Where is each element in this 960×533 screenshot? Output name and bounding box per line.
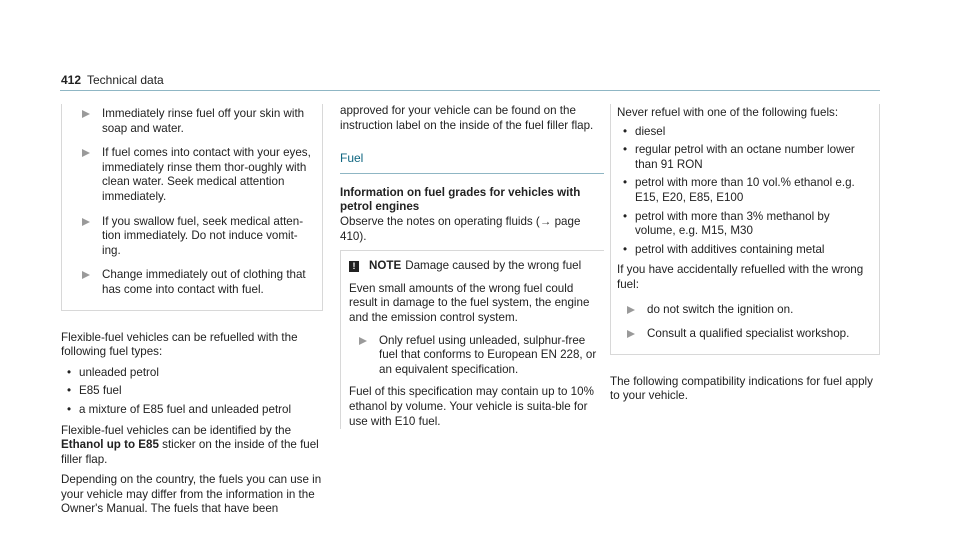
column-right xyxy=(610,104,880,410)
step-arrow-icon xyxy=(82,218,90,226)
spec-text: Fuel of this specification may contain up to 10% ethanol by volume. Your vehicle is suita-ble for use with E10 fuel. xyxy=(349,385,594,428)
column-middle xyxy=(340,104,604,435)
list-item: • petrol with more than 3% methanol by volume, e.g. M15, M30 xyxy=(617,210,869,239)
section-divider xyxy=(340,173,604,174)
page-section-title: Technical data xyxy=(87,73,164,87)
step-arrow-icon xyxy=(82,271,90,279)
instruction-step: If you swallow fuel, seek medical atten-tion immediately. Do not induce vomit-ing. xyxy=(72,215,312,259)
country-paragraph: Depending on the country, the fuels you can use in your vehicle may differ from the information in the Owner's Manual. The fuels that have been xyxy=(61,473,322,516)
note-header xyxy=(349,259,604,282)
header-divider xyxy=(60,90,880,91)
list-item: • regular petrol with an octane number lower than 91 RON xyxy=(617,143,869,172)
approved-paragraph: approved for your vehicle can be found on the instruction label on the inside of the fuel filler flap. xyxy=(340,104,594,132)
list-item: • unleaded petrol xyxy=(61,366,323,381)
step-arrow-icon xyxy=(359,337,367,345)
note-label: NOTE xyxy=(369,259,402,273)
instruction-step: Only refuel using unleaded, sulphur-free fuel that conforms to European EN 228, or an equivalent specification. xyxy=(349,334,604,378)
warning-exclamation-icon: ! xyxy=(349,261,359,272)
instruction-step: If fuel comes into contact with your eyes, immediately rinse them thor-oughly with clean water. Seek medical attention immediately. xyxy=(72,146,312,204)
compatibility-text: The following compatibility indications for fuel apply to your vehicle. xyxy=(610,374,873,403)
wrong-fuel-box xyxy=(610,104,880,355)
list-item: • E85 fuel xyxy=(61,384,323,399)
instruction-step: Change immediately out of clothing that has come into contact with fuel. xyxy=(72,268,312,297)
sticker-name: Ethanol up to E85 xyxy=(61,438,159,452)
fuel-grades-subheading: Information on fuel grades for vehicles with petrol engines xyxy=(340,185,581,214)
safety-steps-box xyxy=(61,104,323,311)
instruction-step: Consult a qualified specialist workshop. xyxy=(617,327,869,342)
note-text: Even small amounts of the wrong fuel could result in damage to the fuel system, the engine and the emission control system. xyxy=(349,281,590,324)
identify-paragraph: Flexible-fuel vehicles can be identified by the Ethanol up to E85 sticker on the inside of the fuel filler flap. xyxy=(61,423,319,466)
list-item: • diesel xyxy=(617,125,869,140)
observe-notes-link[interactable]: Observe the notes on operating fluids (→ page 410). xyxy=(340,214,581,243)
note-box xyxy=(340,250,604,429)
step-arrow-icon xyxy=(82,149,90,157)
step-arrow-icon xyxy=(627,330,635,338)
step-arrow-icon xyxy=(82,110,90,118)
flex-fuel-intro: Flexible-fuel vehicles can be refuelled with the following fuel types: xyxy=(61,330,298,359)
list-item: • petrol with more than 10 vol.% ethanol e.g. E15, E20, E85, E100 xyxy=(617,176,869,205)
instruction-step: do not switch the ignition on. xyxy=(617,303,869,318)
step-arrow-icon xyxy=(627,306,635,314)
instruction-step: Immediately rinse fuel off your skin with soap and water. xyxy=(72,107,312,136)
accidental-refuel-text: If you have accidentally refuelled with the wrong fuel: xyxy=(617,263,864,291)
section-heading-fuel: Fuel xyxy=(340,151,364,166)
column-left xyxy=(61,104,323,523)
list-item: • a mixture of E85 fuel and unleaded petrol xyxy=(61,403,323,418)
note-title: Damage caused by the wrong fuel xyxy=(405,259,582,273)
list-item: • petrol with additives containing metal xyxy=(617,243,869,258)
never-refuel-text: Never refuel with one of the following fuels: xyxy=(617,106,839,119)
page-number: 412 xyxy=(61,73,82,87)
